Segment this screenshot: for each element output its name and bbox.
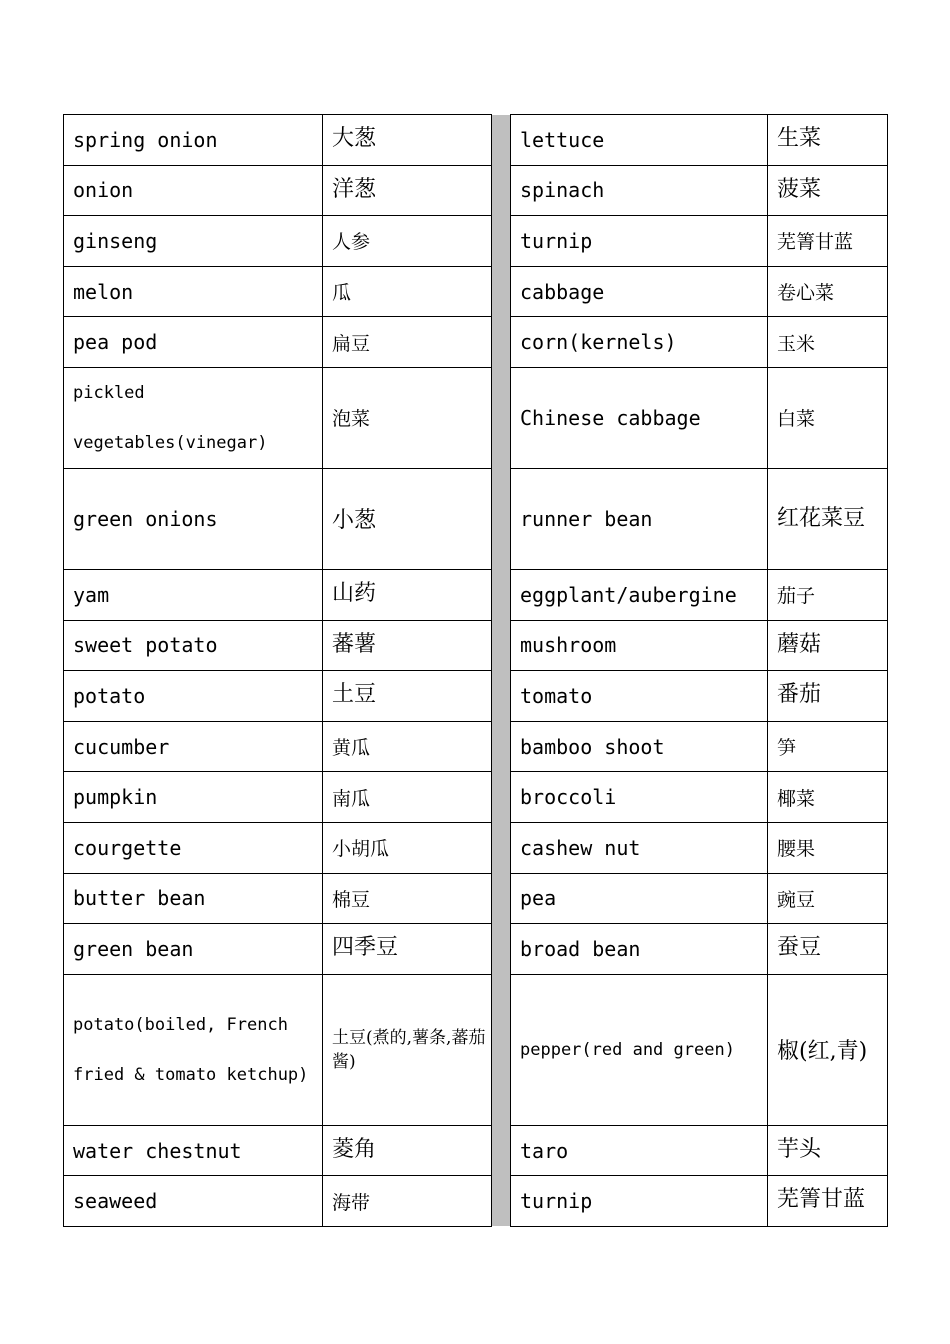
vocabulary-table: [63, 114, 888, 1227]
right-chinese: 茄子: [768, 569, 888, 620]
right-chinese: 腰果: [768, 822, 888, 873]
table-row: [64, 772, 888, 823]
column-separator: [492, 317, 511, 368]
right-english: pepper(red and green): [511, 974, 768, 1125]
left-english: butter bean: [64, 873, 323, 924]
table-row: [64, 721, 888, 772]
column-separator: [492, 772, 511, 823]
right-english: corn(kernels): [511, 317, 768, 368]
right-chinese: 蘑菇: [768, 620, 888, 671]
left-chinese: 四季豆: [323, 924, 492, 975]
table-row: [64, 266, 888, 317]
left-english: potato(boiled, French fried & tomato ketchup): [64, 974, 323, 1125]
left-chinese: 蕃薯: [323, 620, 492, 671]
left-chinese: 大葱: [323, 115, 492, 166]
table-row: [64, 1125, 888, 1176]
left-chinese: 菱角: [323, 1125, 492, 1176]
table-row: [64, 216, 888, 267]
left-english: spring onion: [64, 115, 323, 166]
column-separator: [492, 165, 511, 216]
column-separator: [492, 671, 511, 722]
left-chinese: 泡菜: [323, 367, 492, 468]
table-row: [64, 367, 888, 468]
right-english: eggplant/aubergine: [511, 569, 768, 620]
right-chinese: 白菜: [768, 367, 888, 468]
left-english: pumpkin: [64, 772, 323, 823]
right-english: turnip: [511, 1176, 768, 1227]
right-chinese: 卷心菜: [768, 266, 888, 317]
column-separator: [492, 924, 511, 975]
column-separator: [492, 873, 511, 924]
column-separator: [492, 266, 511, 317]
left-chinese: 扁豆: [323, 317, 492, 368]
column-separator: [492, 115, 511, 166]
table-row: [64, 468, 888, 569]
left-english: melon: [64, 266, 323, 317]
left-english: yam: [64, 569, 323, 620]
right-chinese: 芜箐甘蓝: [768, 216, 888, 267]
column-separator: [492, 216, 511, 267]
right-english: tomato: [511, 671, 768, 722]
right-english: runner bean: [511, 468, 768, 569]
right-english: cashew nut: [511, 822, 768, 873]
right-chinese: 菠菜: [768, 165, 888, 216]
left-english: seaweed: [64, 1176, 323, 1227]
left-english: sweet potato: [64, 620, 323, 671]
left-chinese: 山药: [323, 569, 492, 620]
left-chinese: 土豆(煮的,薯条,蕃茄酱): [323, 974, 492, 1125]
right-chinese: 豌豆: [768, 873, 888, 924]
left-chinese: 南瓜: [323, 772, 492, 823]
left-english: cucumber: [64, 721, 323, 772]
column-separator: [492, 974, 511, 1125]
left-chinese: 黄瓜: [323, 721, 492, 772]
left-chinese: 棉豆: [323, 873, 492, 924]
left-chinese: 小胡瓜: [323, 822, 492, 873]
right-english: broad bean: [511, 924, 768, 975]
left-english: pickled vegetables(vinegar): [64, 367, 323, 468]
column-separator: [492, 468, 511, 569]
left-chinese: 人参: [323, 216, 492, 267]
right-chinese: 红花菜豆: [768, 468, 888, 569]
right-english: lettuce: [511, 115, 768, 166]
table-row: [64, 165, 888, 216]
left-chinese: 土豆: [323, 671, 492, 722]
right-chinese: 芋头: [768, 1125, 888, 1176]
left-chinese: 海带: [323, 1176, 492, 1227]
right-english: mushroom: [511, 620, 768, 671]
table-row: [64, 620, 888, 671]
left-english: green bean: [64, 924, 323, 975]
table-row: [64, 569, 888, 620]
column-separator: [492, 620, 511, 671]
right-english: turnip: [511, 216, 768, 267]
left-english: courgette: [64, 822, 323, 873]
table-row: [64, 115, 888, 166]
right-english: Chinese cabbage: [511, 367, 768, 468]
left-english: green onions: [64, 468, 323, 569]
table-row: [64, 671, 888, 722]
table-row: [64, 1176, 888, 1227]
left-english: water chestnut: [64, 1125, 323, 1176]
right-chinese: 芜箐甘蓝: [768, 1176, 888, 1227]
left-chinese: 瓜: [323, 266, 492, 317]
table-row: [64, 873, 888, 924]
left-english: onion: [64, 165, 323, 216]
right-english: bamboo shoot: [511, 721, 768, 772]
right-chinese: 蚕豆: [768, 924, 888, 975]
table-row: [64, 317, 888, 368]
column-separator: [492, 1176, 511, 1227]
column-separator: [492, 367, 511, 468]
right-chinese: 笋: [768, 721, 888, 772]
left-chinese: 洋葱: [323, 165, 492, 216]
column-separator: [492, 822, 511, 873]
right-chinese: 椒(红,青): [768, 974, 888, 1125]
column-separator: [492, 569, 511, 620]
right-english: broccoli: [511, 772, 768, 823]
table-row: [64, 822, 888, 873]
right-chinese: 椰菜: [768, 772, 888, 823]
right-chinese: 生菜: [768, 115, 888, 166]
right-english: spinach: [511, 165, 768, 216]
right-english: taro: [511, 1125, 768, 1176]
column-separator: [492, 1125, 511, 1176]
left-english: ginseng: [64, 216, 323, 267]
left-chinese: 小葱: [323, 468, 492, 569]
column-separator: [492, 721, 511, 772]
right-english: pea: [511, 873, 768, 924]
right-chinese: 番茄: [768, 671, 888, 722]
left-english: potato: [64, 671, 323, 722]
left-english: pea pod: [64, 317, 323, 368]
table-row: [64, 974, 888, 1125]
right-chinese: 玉米: [768, 317, 888, 368]
table-row: [64, 924, 888, 975]
right-english: cabbage: [511, 266, 768, 317]
